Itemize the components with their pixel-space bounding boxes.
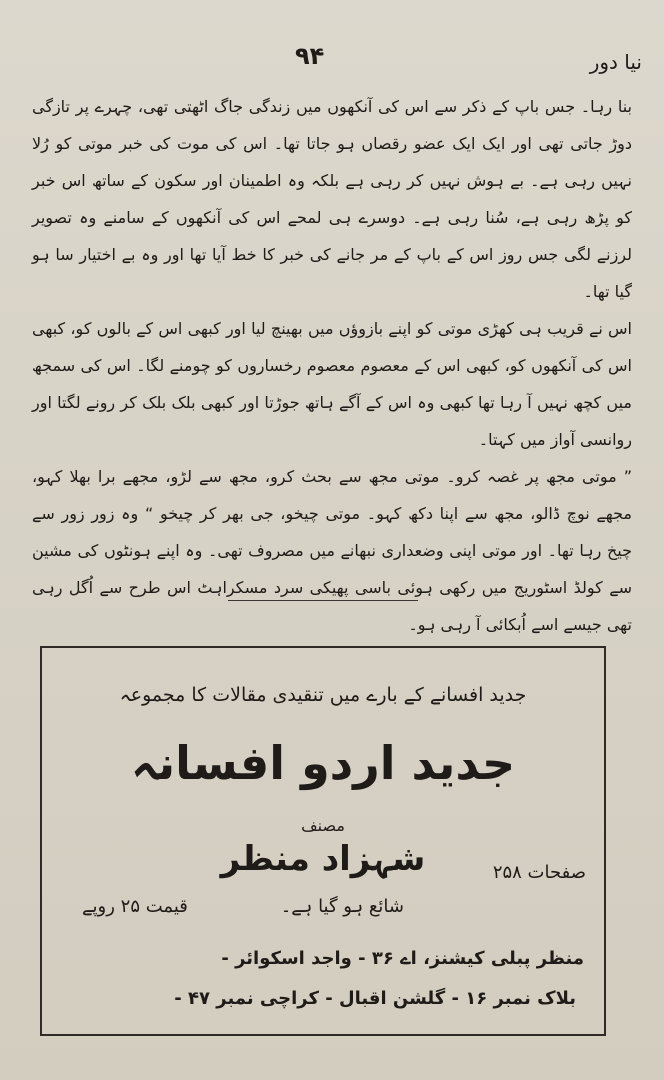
ad-tagline: جدید افسانے کے بارے میں تنقیدی مقالات کا مجموعہ [119, 684, 527, 706]
paragraph-2: اس نے قریب ہی کھڑی موتی کو اپنے بازوؤں میں بھینچ لیا اور کبھی اس کے بالوں کو، کبھی اس کی آنکھوں کو، کبھی اس کے معصوم معصوم رخساروں کو چومنے لگا۔ اس کی سمجھ میں کچھ نہیں آ رہا تھا کبھی وہ اس کے آگے ہاتھ جوڑتا اور کبھی بلک بلک کر رونے لگتا اور روانسی آواز میں کہتا۔ [32, 319, 632, 449]
journal-title: نیا دور [589, 50, 642, 74]
paragraph-1: بنا رہا۔ جس باپ کے ذکر سے اس کی آنکھوں میں زندگی جاگ اٹھتی تھی، چہرے پر تازگی دوڑ جاتی تھی اور ایک ایک عضو رقصاں ہو جاتا تھا۔ اس کی موت کی خبر موتی کو رُلا نہیں رہی ہے۔ بے ہوش نہیں کر رہی ہے بلکہ وہ اطمینان اور سکون کے ساتھ اس خبر کو پڑھ رہی ہے، سُنا رہی ہے۔ دوسرے ہی لمحے اس کی آنکھوں کے سامنے وہ تصویر لرزنے لگی جس روز اس کے باپ کے مر جانے کی خبر کا خط آیا تھا اور وہ بے اختیار سا ہو گیا تھا۔ [32, 97, 632, 301]
section-divider [228, 600, 418, 601]
story-text [32, 88, 632, 643]
page-number: ۹۴ [295, 42, 325, 70]
ad-publisher-address-2: بلاک نمبر ۱۶ - گلشن اقبال - کراچی نمبر ۴۷ - [174, 988, 576, 1009]
ad-author-name: شہزاد منظر [220, 839, 426, 879]
ad-author-label: مصنف [301, 816, 345, 835]
ad-publication-status: شائع ہو گیا ہے۔ [280, 896, 404, 917]
book-advertisement [40, 646, 606, 1036]
ad-price: قیمت ۲۵ روپے [82, 896, 188, 917]
paragraph-3: ” موتی مجھ پر غصہ کرو۔ موتی مجھ سے بحث کرو، مجھ سے لڑو، مجھے برا بھلا کہو، مجھے نوچ ڈالو، مجھ سے اپنا دکھ کہو۔ موتی چیخو، جی بھر کر چیخو “ وہ زور زور سے چیخ رہا تھا۔ اور موتی اپنی وضعداری نبھانے میں مصروف تھی۔ وہ اپنے ہونٹوں کی مشین سے کولڈ اسٹوریج میں رکھی ہوئی باسی پھیکی سرد مسکراہٹ اس طرح سے اُگل رہی تھی جیسے اسے اُبکائی آ رہی ہو۔ [32, 467, 632, 634]
ad-page-count: صفحات ۲۵۸ [492, 862, 586, 883]
ad-book-title: جدید اردو افسانہ [130, 736, 516, 790]
ad-publisher-address: منظر پبلی کیشنز، اے ۳۶ - واجد اسکوائر - [221, 948, 584, 969]
page-header [0, 40, 664, 80]
